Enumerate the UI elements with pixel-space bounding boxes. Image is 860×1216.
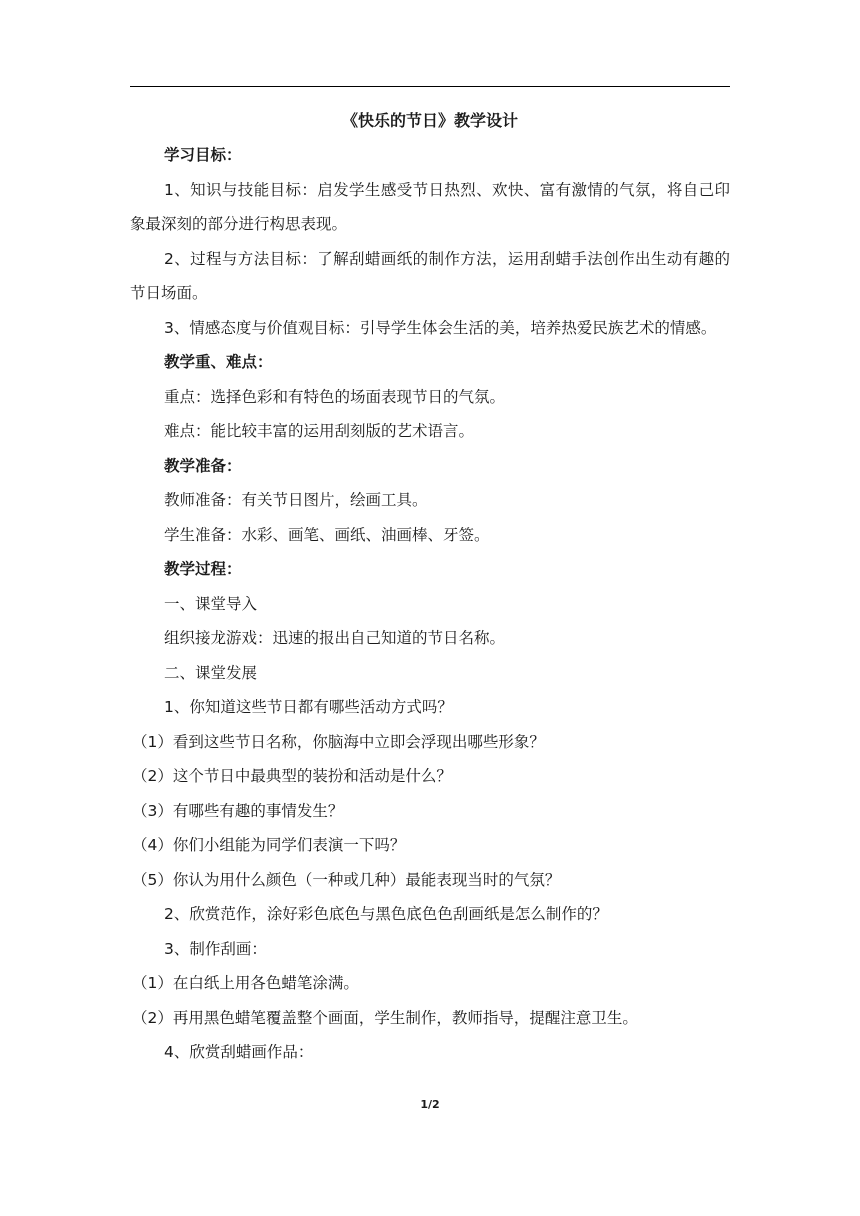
question-2: 2、欣赏范作，涂好彩色底色与黑色底色色刮画纸是怎么制作的？ bbox=[164, 905, 608, 923]
preparation-heading: 教学准备： bbox=[164, 456, 242, 475]
key-points-heading: 教学重、难点： bbox=[164, 353, 273, 371]
question-1-sub: （2）这个节日中最典型的装扮和活动是什么？ bbox=[132, 767, 452, 785]
part2-title: 二、课堂发展 bbox=[164, 663, 258, 682]
question-1-sub: （4）你们小组能为同学们表演一下吗？ bbox=[132, 836, 406, 854]
goals-heading: 学习目标： bbox=[164, 146, 242, 164]
question-1-sub: （5）你认为用什么颜色（一种或几种）最能表现当时的气氛？ bbox=[132, 870, 561, 889]
question-3-sub: （2）再用黑色蜡笔覆盖整个画面，学生制作，教师指导，提醒注意卫生。 bbox=[132, 1008, 638, 1027]
document-title: 《快乐的节日》教学设计 bbox=[341, 111, 518, 130]
teacher-preparation: 教师准备：有关节日图片，绘画工具。 bbox=[164, 491, 428, 509]
key-point-text: 重点：选择色彩和有特色的场面表现节日的气氛。 bbox=[164, 387, 506, 406]
question-1-sub: （3）有哪些有趣的事情发生？ bbox=[132, 801, 344, 820]
question-3: 3、制作刮画： bbox=[164, 939, 267, 958]
question-4: 4、欣赏刮蜡画作品： bbox=[164, 1043, 314, 1061]
document-body bbox=[130, 104, 730, 1070]
part1-title: 一、课堂导入 bbox=[164, 594, 258, 613]
question-1-sub: （1）看到这些节日名称，你脑海中立即会浮现出哪些形象？ bbox=[132, 732, 545, 751]
goal-item: 1、知识与技能目标：启发学生感受节日热烈、欢快、富有激情的气氛，将自己印象最深刻的部分进行构思表现。 bbox=[130, 180, 730, 233]
question-3-sub: （1）在白纸上用各色蜡笔涂满。 bbox=[132, 974, 359, 992]
goal-item: 2、过程与方法目标：了解刮蜡画纸的制作方法，运用刮蜡手法创作出生动有趣的节日场面。 bbox=[130, 249, 730, 302]
page-number: 1/2 bbox=[420, 1098, 440, 1111]
student-preparation: 学生准备：水彩、画笔、画纸、油画棒、牙签。 bbox=[164, 525, 490, 544]
part1-text: 组织接龙游戏：迅速的报出自己知道的节日名称。 bbox=[164, 629, 506, 647]
difficulty-text: 难点：能比较丰富的运用刮刻版的艺术语言。 bbox=[164, 422, 475, 440]
process-heading: 教学过程： bbox=[164, 560, 242, 578]
question-1: 1、你知道这些节日都有哪些活动方式吗？ bbox=[164, 698, 453, 716]
header-rule bbox=[130, 86, 730, 87]
goal-item: 3、情感态度与价值观目标：引导学生体会生活的美，培养热爱民族艺术的情感。 bbox=[164, 318, 717, 337]
